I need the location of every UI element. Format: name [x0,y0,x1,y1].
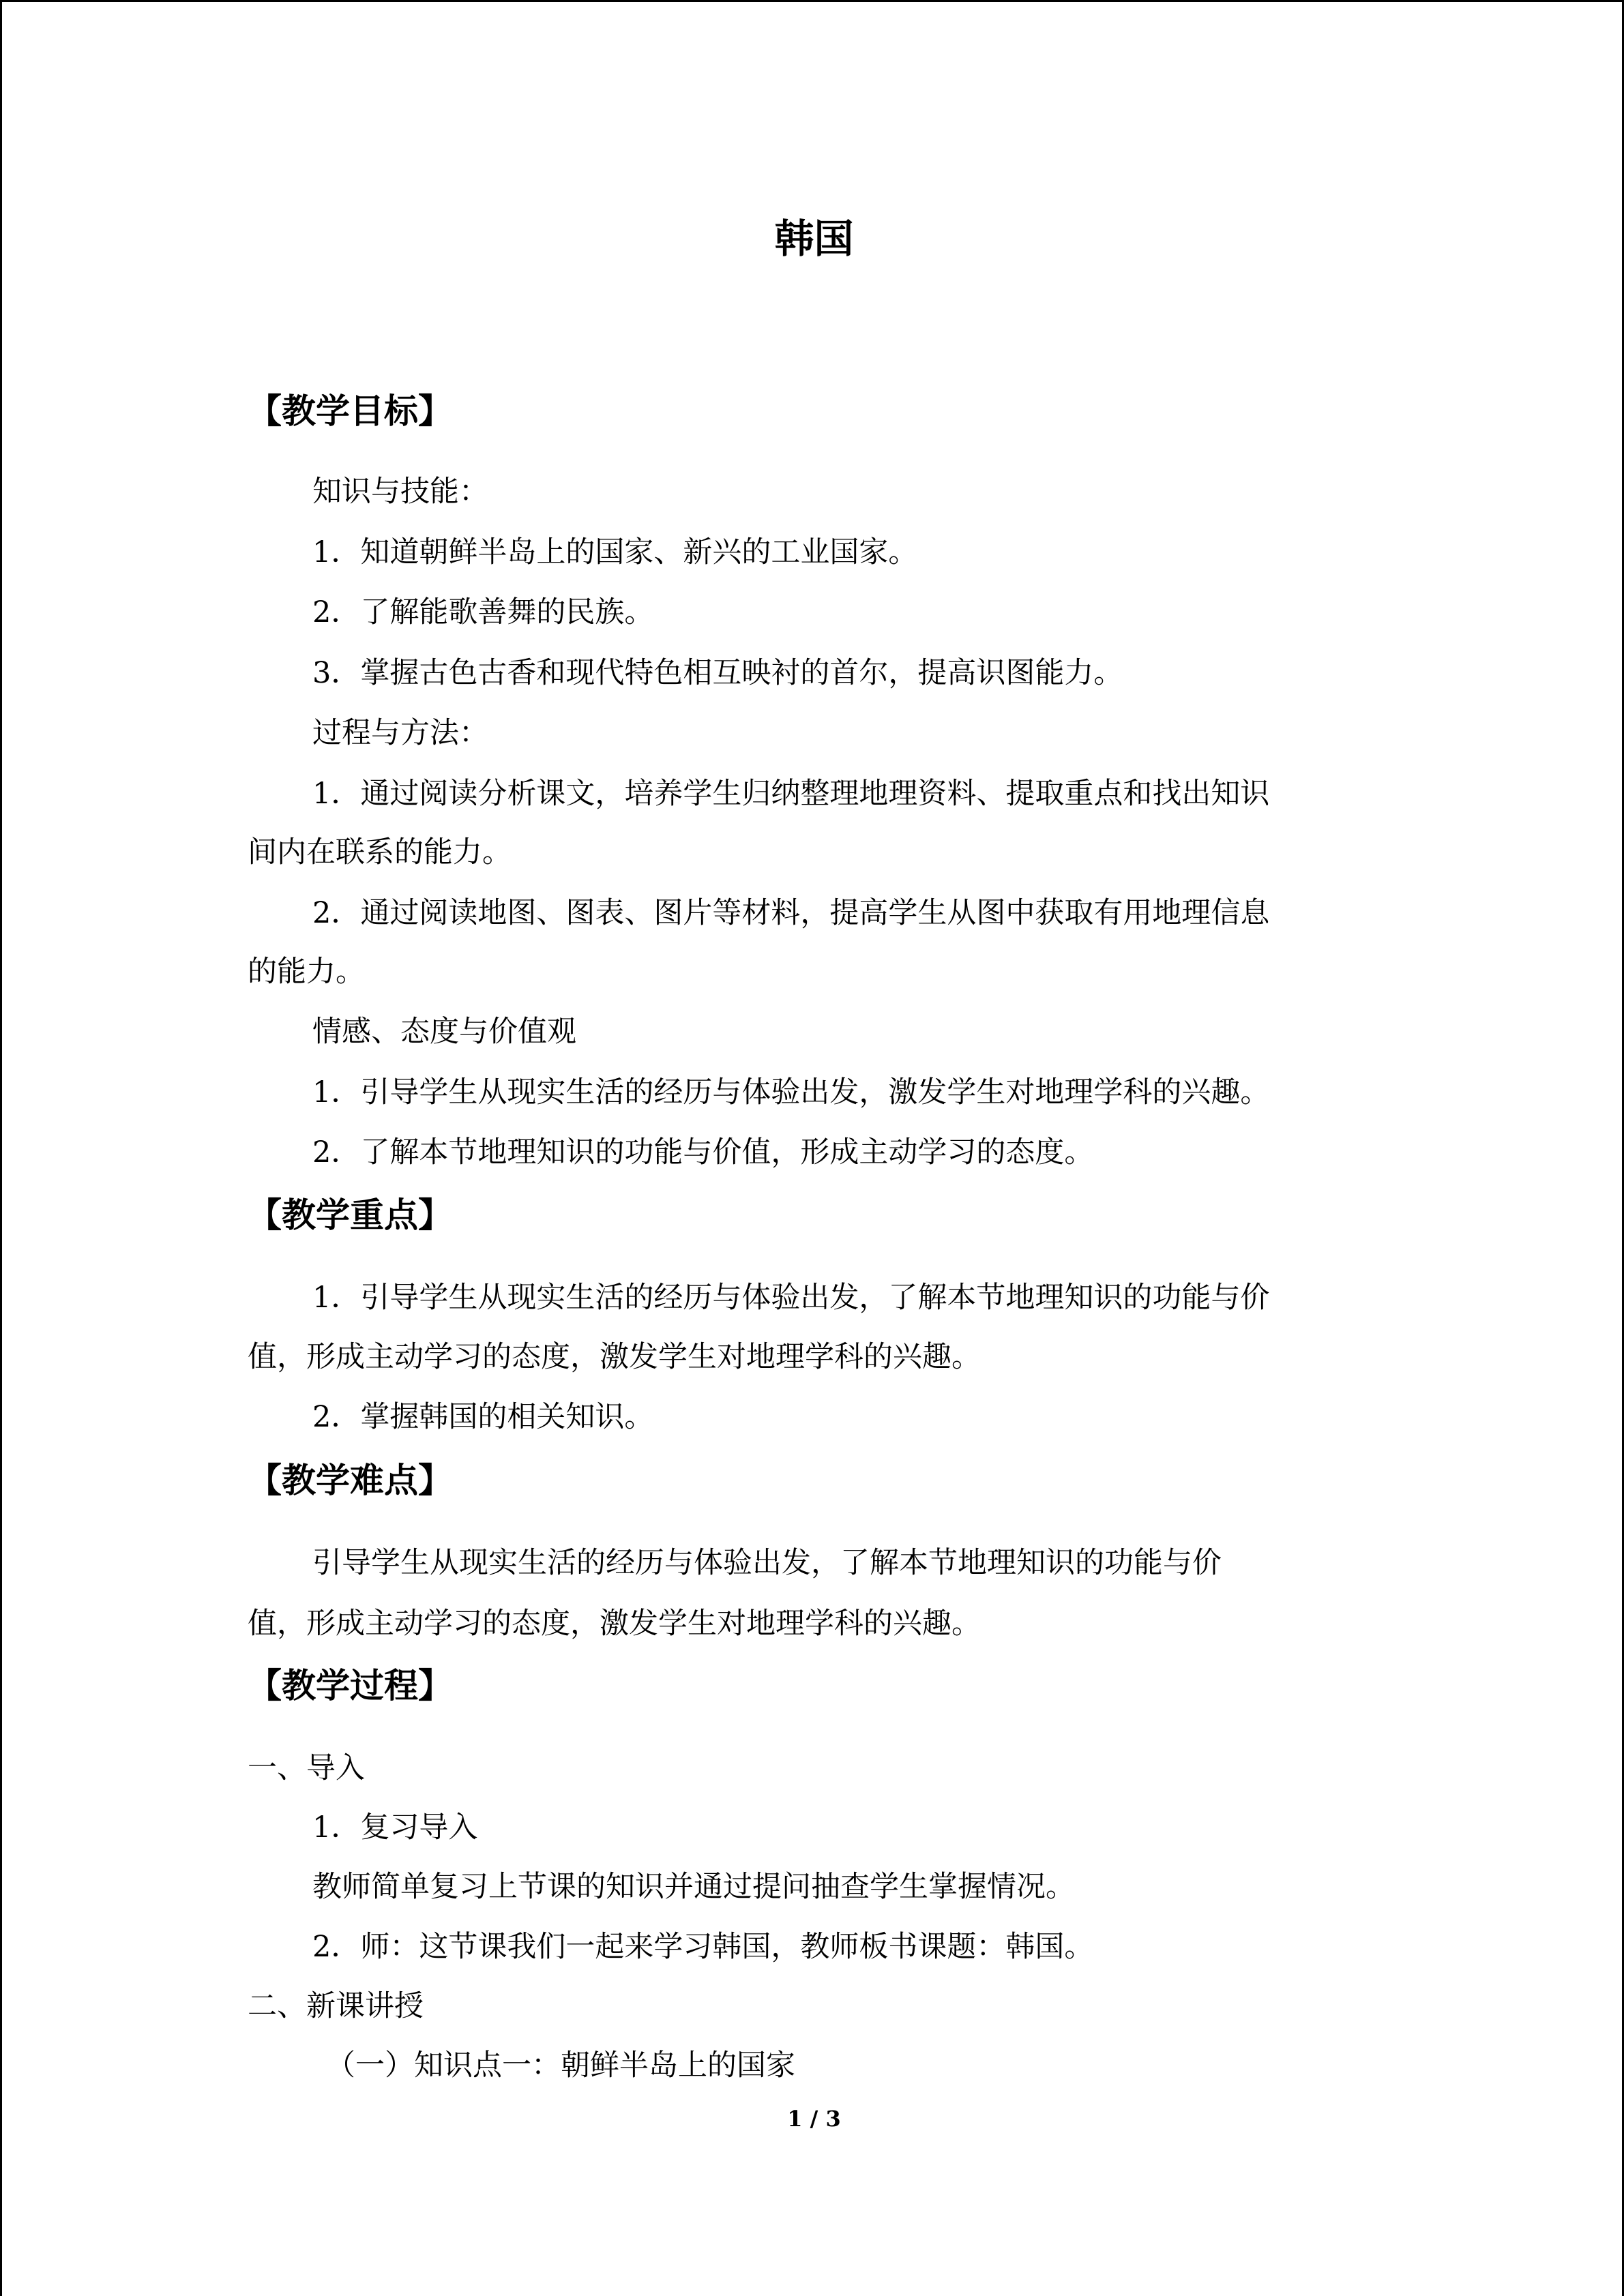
page-number: 1 / 3 [787,2106,841,2132]
process-line: 教师简单复习上节课的知识并通过提问抽查学生掌握情况。 [312,1870,1075,1904]
difficulties-line: 值，形成主动学习的态度，激发学生对地理学科的兴趣。 [248,1607,981,1641]
objectives-line: 间内在联系的能力。 [248,835,512,869]
key-points-line: 2．掌握韩国的相关知识。 [312,1400,654,1434]
section-heading-difficulties: 【教学难点】 [248,1461,452,1500]
section-heading-process: 【教学过程】 [248,1666,452,1705]
objectives-line: 1．引导学生从现实生活的经历与体验出发，激发学生对地理学科的兴趣。 [312,1075,1270,1109]
process-line: 2．师：这节课我们一起来学习韩国，教师板书课题：韩国。 [312,1930,1094,1964]
key-points-line: 值，形成主动学习的态度，激发学生对地理学科的兴趣。 [248,1340,981,1374]
objectives-line: 1．通过阅读分析课文，培养学生归纳整理地理资料、提取重点和找出知识 [312,777,1270,811]
objectives-line: 知识与技能： [312,475,488,509]
objectives-line: 2．了解本节地理知识的功能与价值，形成主动学习的态度。 [312,1135,1094,1169]
objectives-line: 3．掌握古色古香和现代特色相互映衬的首尔，提高识图能力。 [312,656,1123,690]
process-line: 二、新课讲授 [248,1989,424,2023]
document-title: 韩国 [774,215,854,262]
section-heading-key-points: 【教学重点】 [248,1195,452,1235]
objectives-line: 的能力。 [248,955,365,989]
process-line: 一、导入 [248,1751,365,1785]
process-line: 1．复习导入 [312,1810,478,1845]
objectives-line: 情感、态度与价值观 [312,1015,576,1049]
objectives-line: 2．通过阅读地图、图表、图片等材料，提高学生从图中获取有用地理信息 [312,896,1270,930]
objectives-line: 1．知道朝鲜半岛上的国家、新兴的工业国家。 [312,535,918,569]
objectives-line: 2．了解能歌善舞的民族。 [312,595,654,629]
key-points-line: 1．引导学生从现实生活的经历与体验出发，了解本节地理知识的功能与价 [312,1281,1270,1315]
process-line: （一）知识点一：朝鲜半岛上的国家 [326,2048,795,2083]
difficulties-line: 引导学生从现实生活的经历与体验出发，了解本节地理知识的功能与价 [312,1546,1222,1580]
objectives-line: 过程与方法： [312,716,488,750]
section-heading-objectives: 【教学目标】 [248,391,452,431]
